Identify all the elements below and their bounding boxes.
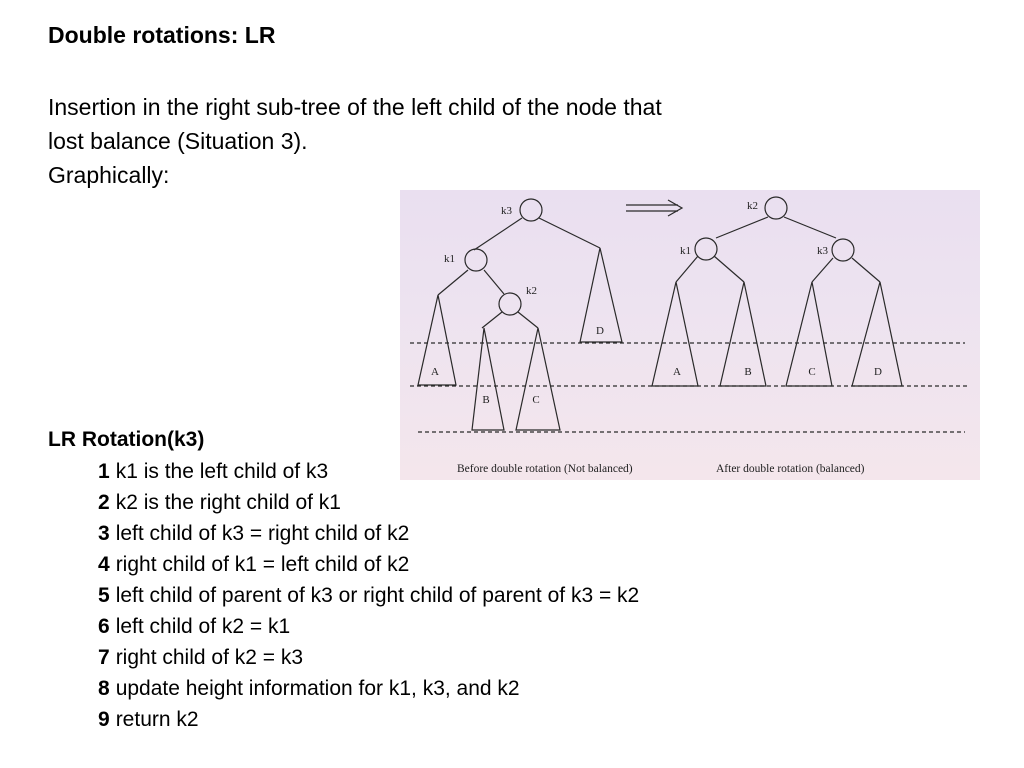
step-item: [98, 673, 639, 704]
before-subtree-d-label: D: [596, 325, 604, 337]
step-item: [98, 642, 639, 673]
step-text: right child of k2 = k3: [115, 646, 304, 669]
step-text: left child of k3 = right child of k2: [115, 522, 410, 545]
rotation-diagram-svg: [400, 190, 980, 480]
before-node-k1: [465, 249, 487, 271]
slide-title: Double rotations: LR: [48, 22, 276, 48]
step-number: 5: [98, 584, 110, 607]
edge-k3-d-after: [852, 258, 880, 282]
step-number: 7: [98, 646, 110, 669]
before-subtree-c-label: C: [532, 394, 540, 406]
step-number: 1: [98, 460, 110, 483]
intro-line-2: lost balance (Situation 3).: [48, 128, 308, 154]
edge-k2-c: [518, 312, 538, 328]
caption-before: Before double rotation (Not balanced): [457, 463, 633, 475]
step-number: 4: [98, 553, 110, 576]
step-text: k1 is the left child of k3: [115, 460, 329, 483]
algorithm-steps: [98, 456, 639, 735]
edge-k3-d: [539, 218, 600, 248]
intro-text: [48, 90, 848, 192]
before-subtree-a-label: A: [431, 366, 439, 378]
after-label-k2: k2: [747, 200, 758, 212]
step-number: 3: [98, 522, 110, 545]
algorithm-title: LR Rotation(k3): [48, 428, 205, 451]
edge-k2-k1: [716, 217, 768, 238]
transform-arrow-icon: [626, 200, 682, 216]
step-item: [98, 549, 639, 580]
after-node-k2: [765, 197, 787, 219]
after-node-k3: [832, 239, 854, 261]
after-subtree-b-label: B: [744, 366, 752, 378]
before-node-k3: [520, 199, 542, 221]
edge-k1-b-after: [714, 256, 744, 282]
edge-k2-b: [482, 312, 502, 328]
step-number: 2: [98, 491, 110, 514]
before-label-k3: k3: [501, 205, 512, 217]
after-subtree-b: [720, 282, 766, 386]
before-label-k1: k1: [444, 253, 455, 265]
step-text: right child of k1 = left child of k2: [115, 553, 410, 576]
after-subtree-d-label: D: [874, 366, 882, 378]
rotation-diagram: [400, 190, 980, 480]
step-number: 8: [98, 677, 110, 700]
after-label-k1: k1: [680, 245, 691, 257]
edge-k3-k1: [474, 218, 522, 250]
edge-k3-c-after: [812, 258, 833, 282]
before-label-k2: k2: [526, 285, 537, 297]
step-item: [98, 456, 639, 487]
before-subtree-b-label: B: [482, 394, 490, 406]
caption-after: After double rotation (balanced): [716, 463, 865, 475]
step-text: return k2: [115, 708, 199, 731]
step-text: left child of parent of k3 or right child of parent of k3 = k2: [115, 584, 640, 607]
step-item: [98, 611, 639, 642]
step-number: 9: [98, 708, 110, 731]
edge-k2-k3: [784, 217, 836, 238]
intro-line-1: Insertion in the right sub-tree of the left child of the node that: [48, 94, 662, 120]
step-item: [98, 487, 639, 518]
step-text: update height information for k1, k3, and k2: [115, 677, 520, 700]
intro-line-3: Graphically:: [48, 162, 170, 188]
after-label-k3: k3: [817, 245, 828, 257]
step-item: [98, 518, 639, 549]
after-subtree-c-label: C: [808, 366, 816, 378]
step-text: left child of k2 = k1: [115, 615, 291, 638]
before-node-k2: [499, 293, 521, 315]
edge-k1-a-after: [676, 256, 698, 282]
edge-k1-k2: [484, 270, 504, 294]
step-item: [98, 704, 639, 735]
step-item: [98, 580, 639, 611]
step-text: k2 is the right child of k1: [115, 491, 341, 514]
edge-k1-a: [438, 270, 468, 295]
after-subtree-a-label: A: [673, 366, 681, 378]
after-node-k1: [695, 238, 717, 260]
step-number: 6: [98, 615, 110, 638]
